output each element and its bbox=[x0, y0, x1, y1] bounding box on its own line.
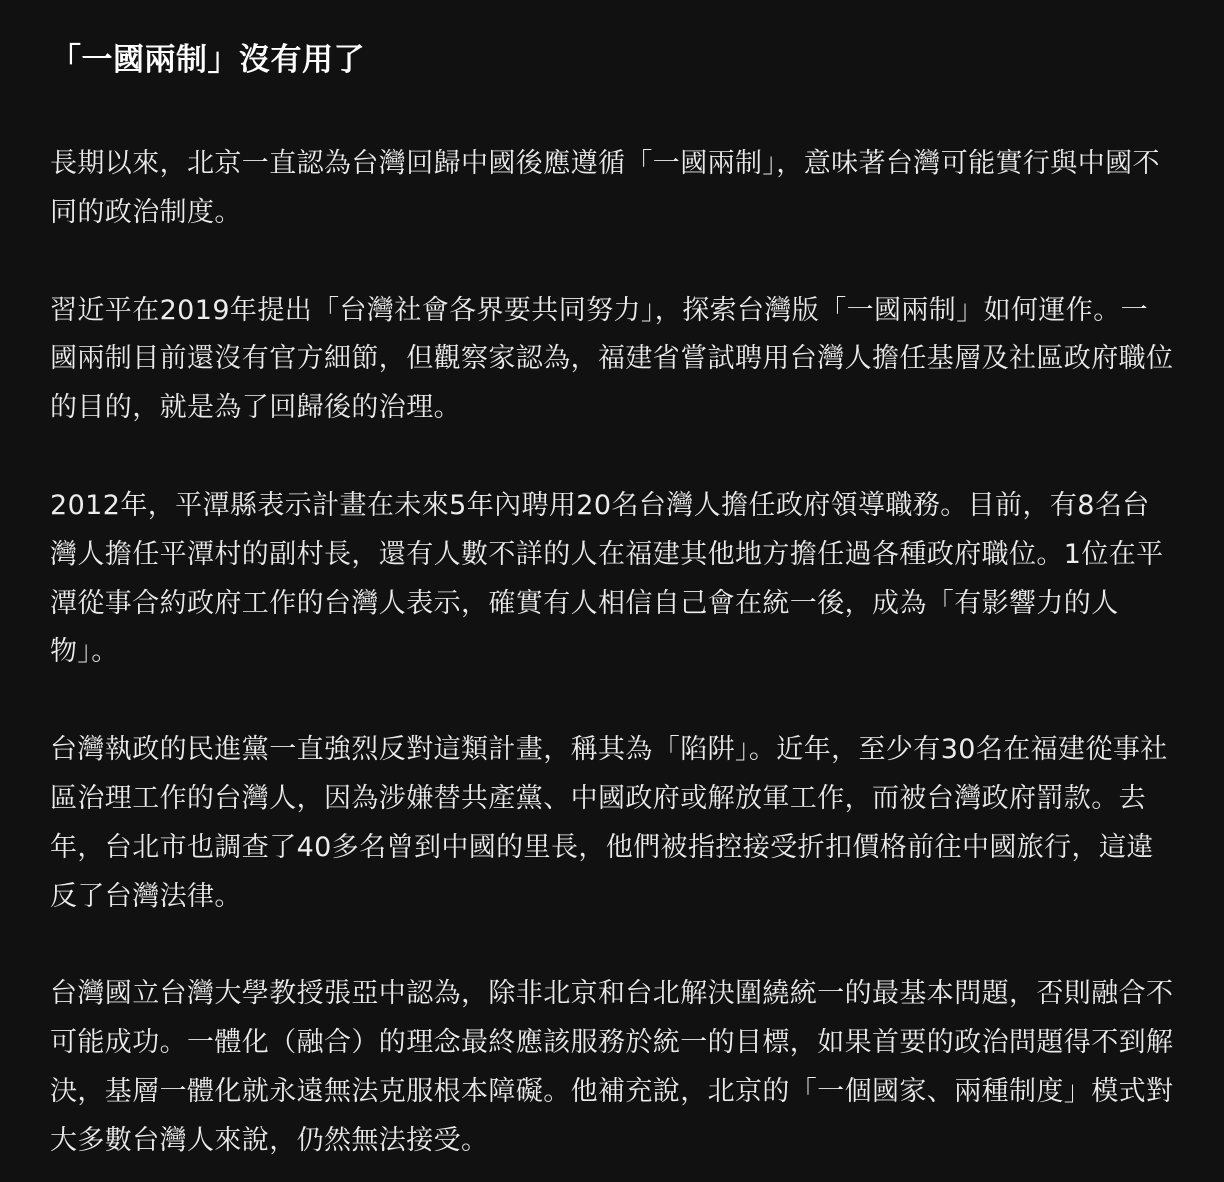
article-paragraph-3: 2012年，平潭縣表示計畫在未來5年內聘用20名台灣人擔任政府領導職務。目前，有8名台灣人擔任平潭村的副村長，還有人數不詳的人在福建其他地方擔任過各種政府職位。1位在平潭從事合約政府工作的台灣人表示，確實有人相信自己會在統一後，成為「有影響力的人物」。 bbox=[50, 489, 1164, 668]
article-paragraph-5: 台灣國立台灣大學教授張亞中認為，除非北京和台北解決圍繞統一的最基本問題，否則融合不可能成功。一體化（融合）的理念最終應該服務於統一的目標，如果首要的政治問題得不到解決，基層一體化就永遠無法克服根本障礙。他補充說，北京的「一個國家、兩種制度」模式對大多數台灣人來說，仍然無法接受。 bbox=[50, 978, 1174, 1156]
article-paragraph-2: 習近平在2019年提出「台灣社會各界要共同努力」，探索台灣版「一國兩制」如何運作。一國兩制目前還沒有官方細節，但觀察家認為，福建省嘗試聘用台灣人擔任基層及社區政府職位的目的，就是為了回歸後的治理。 bbox=[50, 294, 1174, 424]
article-paragraph-4: 台灣執政的民進黨一直強烈反對這類計畫，稱其為「陷阱」。近年，至少有30名在福建從事社區治理工作的台灣人，因為涉嫌替共產黨、中國政府或解放軍工作，而被台灣政府罰款。去年，台北市也調查了40多名曾到中國的里長，他們被指控接受折扣價格前往中國旅行，這違反了台灣法律。 bbox=[50, 734, 1168, 912]
article-heading: 「一國兩制」沒有用了 bbox=[50, 42, 365, 78]
article-paragraph-1: 長期以來，北京一直認為台灣回歸中國後應遵循「一國兩制」，意味著台灣可能實行與中國不同的政治制度。 bbox=[50, 148, 1160, 228]
